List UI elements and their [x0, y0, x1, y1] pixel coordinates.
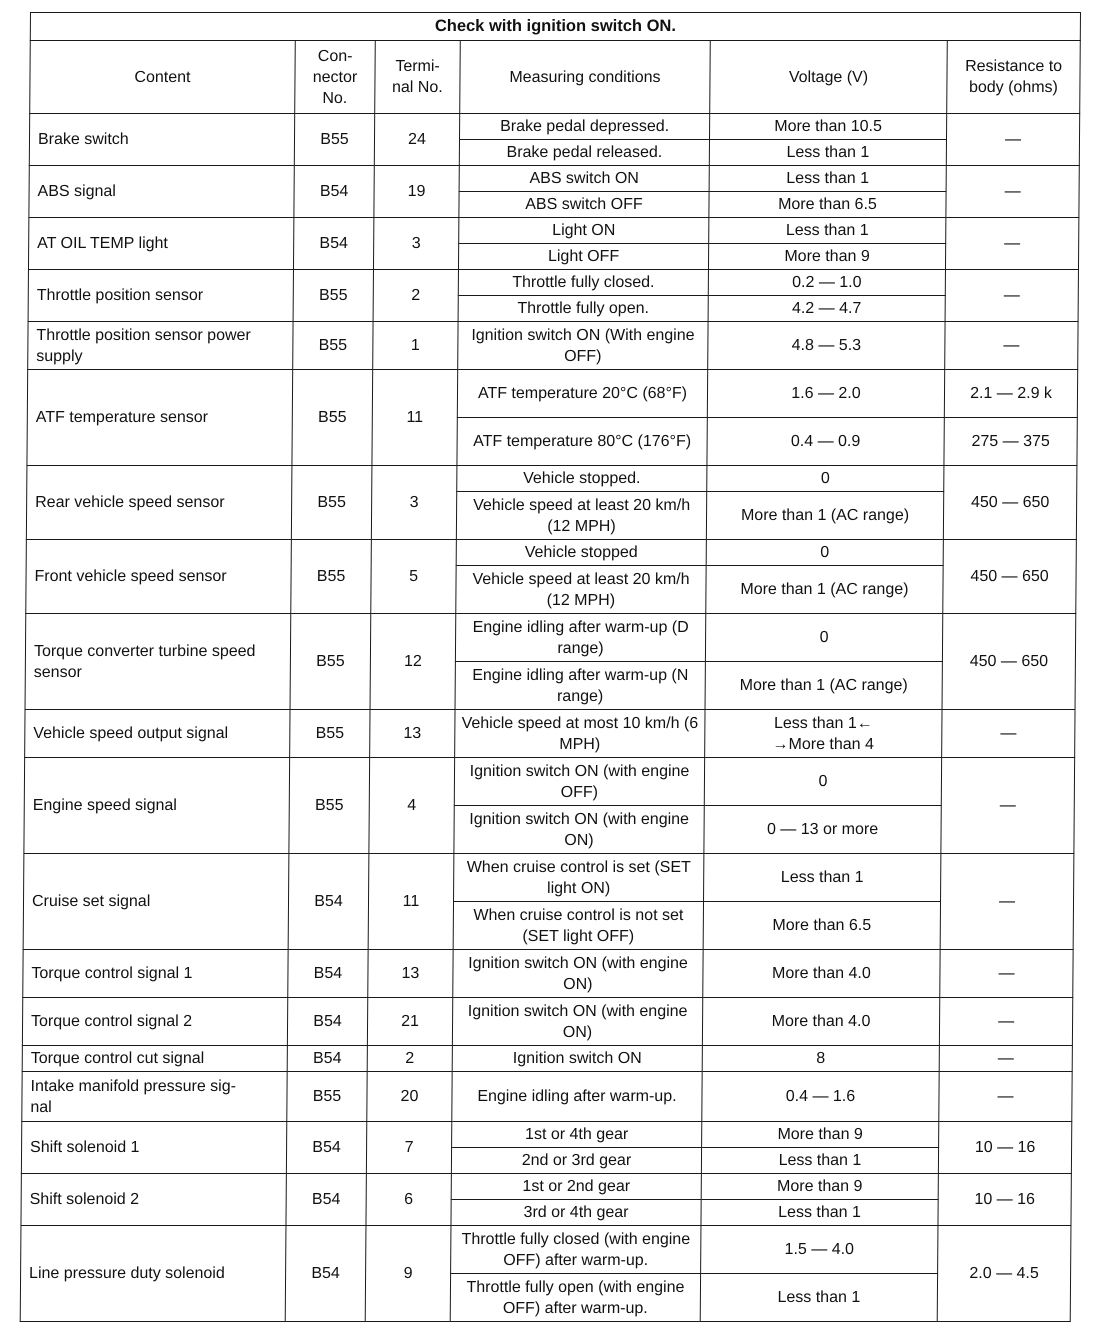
- connector-cell: B55: [293, 270, 373, 322]
- resistance-cell: 2.0 — 4.5: [937, 1226, 1071, 1322]
- resistance-cell: —: [939, 1046, 1072, 1072]
- voltage-cell: More than 9: [701, 1174, 938, 1200]
- terminal-cell: 13: [368, 950, 453, 998]
- table-row: [23, 950, 1073, 998]
- table-row: [27, 466, 1077, 492]
- table-row: [29, 114, 1079, 140]
- condition-cell: When cruise control is not set (SET light OFF): [453, 902, 703, 950]
- content-cell: Shift solenoid 2: [21, 1174, 286, 1226]
- voltage-cell: Less than 1← →More than 4: [705, 710, 942, 758]
- resistance-cell: 275 — 375: [944, 418, 1077, 466]
- content-cell: Torque converter turbine speed sensor: [25, 614, 291, 710]
- voltage-cell: Less than 1: [701, 1200, 938, 1226]
- table-row: [22, 1122, 1072, 1148]
- terminal-cell: 11: [372, 370, 458, 466]
- connector-cell: B55: [290, 710, 370, 758]
- table-row: [22, 998, 1072, 1046]
- connector-cell: B55: [291, 466, 372, 540]
- condition-cell: Vehicle stopped: [456, 540, 706, 566]
- resistance-cell: 10 — 16: [938, 1122, 1071, 1174]
- condition-cell: Throttle fully open.: [458, 296, 708, 322]
- connector-cell: B54: [293, 218, 373, 270]
- resistance-cell: —: [940, 854, 1074, 950]
- condition-cell: Vehicle stopped.: [457, 466, 707, 492]
- condition-cell: Light ON: [459, 218, 709, 244]
- resistance-cell: —: [945, 322, 1078, 370]
- resistance-cell: —: [939, 1072, 1072, 1122]
- table-row: [22, 1072, 1072, 1122]
- table-row: [21, 1226, 1071, 1274]
- condition-cell: Ignition switch ON: [452, 1046, 702, 1072]
- condition-cell: ABS switch ON: [459, 166, 709, 192]
- resistance-cell: —: [945, 270, 1078, 322]
- terminal-cell: 6: [366, 1174, 451, 1226]
- voltage-cell: 1.6 — 2.0: [707, 370, 944, 418]
- content-cell: Throttle position sensor power supply: [28, 322, 293, 370]
- content-cell: ABS signal: [29, 166, 294, 218]
- voltage-cell: Less than 1: [700, 1274, 937, 1322]
- connector-cell: B54: [285, 1226, 366, 1322]
- resistance-cell: 450 — 650: [943, 466, 1077, 540]
- terminal-cell: 12: [370, 614, 456, 710]
- terminal-cell: 9: [365, 1226, 451, 1322]
- terminal-cell: 5: [371, 540, 457, 614]
- connector-cell: B54: [286, 1122, 366, 1174]
- content-cell: Torque control signal 2: [22, 998, 287, 1046]
- header-conditions: Measuring conditions: [460, 41, 711, 114]
- voltage-cell: More than 10.5: [709, 114, 946, 140]
- content-cell: Line pressure duty solenoid: [20, 1226, 286, 1322]
- terminal-cell: 20: [367, 1072, 452, 1122]
- resistance-cell: —: [946, 166, 1079, 218]
- resistance-cell: 2.1 — 2.9 k: [944, 370, 1077, 418]
- condition-cell: Vehicle speed at least 20 km/h (12 MPH): [456, 566, 706, 614]
- table-row: [24, 758, 1074, 806]
- terminal-cell: 24: [374, 114, 459, 166]
- table-row: [29, 166, 1079, 192]
- voltage-cell: More than 9: [708, 244, 945, 270]
- header-terminal: Termi- nal No.: [375, 41, 461, 114]
- voltage-cell: Less than 1: [701, 1148, 938, 1174]
- connector-cell: B55: [290, 614, 371, 710]
- content-cell: Intake manifold pressure sig- nal: [22, 1072, 287, 1122]
- condition-cell: Vehicle speed at most 10 km/h (6 MPH): [455, 710, 705, 758]
- condition-cell: Throttle fully closed.: [458, 270, 708, 296]
- voltage-cell: 0: [706, 540, 943, 566]
- condition-cell: 2nd or 3rd gear: [451, 1148, 701, 1174]
- terminal-cell: 2: [373, 270, 458, 322]
- terminal-cell: 1: [373, 322, 458, 370]
- condition-cell: ATF temperature 80°C (176°F): [457, 418, 707, 466]
- inspection-sheet: [20, 12, 1080, 1320]
- terminal-cell: 11: [368, 854, 454, 950]
- voltage-cell: More than 4.0: [703, 950, 940, 998]
- terminal-cell: 4: [369, 758, 455, 854]
- connector-cell: B55: [287, 1072, 367, 1122]
- voltage-cell: 0.4 — 1.6: [702, 1072, 939, 1122]
- voltage-cell: More than 9: [702, 1122, 939, 1148]
- content-cell: ATF temperature sensor: [27, 370, 293, 466]
- content-cell: Torque control cut signal: [22, 1046, 287, 1072]
- condition-cell: Brake pedal released.: [459, 140, 709, 166]
- resistance-cell: —: [940, 950, 1073, 998]
- terminal-cell: 21: [367, 998, 452, 1046]
- table-row: [24, 854, 1074, 902]
- resistance-cell: —: [942, 710, 1075, 758]
- connector-cell: B55: [291, 540, 372, 614]
- content-cell: AT OIL TEMP light: [28, 218, 293, 270]
- terminal-cell: 7: [366, 1122, 451, 1174]
- table-row: [25, 614, 1075, 662]
- voltage-cell: More than 1 (AC range): [706, 492, 943, 540]
- content-cell: Throttle position sensor: [28, 270, 293, 322]
- table-row: [27, 370, 1077, 418]
- connector-cell: B55: [294, 114, 374, 166]
- ignition-check-table: [20, 12, 1081, 1322]
- condition-cell: Ignition switch ON (with engine ON): [453, 950, 703, 998]
- voltage-cell: 1.5 — 4.0: [701, 1226, 938, 1274]
- voltage-cell: Less than 1: [709, 218, 946, 244]
- table-row: [25, 710, 1075, 758]
- voltage-cell: Less than 1: [709, 166, 946, 192]
- terminal-cell: 19: [374, 166, 459, 218]
- table-body: [20, 114, 1080, 1322]
- condition-cell: Engine idling after warm-up (D range): [455, 614, 705, 662]
- voltage-cell: 0 — 13 or more: [704, 806, 941, 854]
- connector-cell: B54: [287, 998, 367, 1046]
- condition-cell: Throttle fully open (with engine OFF) after warm-up.: [450, 1274, 700, 1322]
- terminal-cell: 2: [367, 1046, 452, 1072]
- content-cell: Front vehicle speed sensor: [26, 540, 292, 614]
- connector-cell: B54: [294, 166, 374, 218]
- condition-cell: Ignition switch ON (with engine ON): [454, 806, 704, 854]
- voltage-cell: 0: [704, 758, 941, 806]
- condition-cell: 1st or 4th gear: [452, 1122, 702, 1148]
- content-cell: Vehicle speed output signal: [25, 710, 290, 758]
- resistance-cell: 10 — 16: [938, 1174, 1071, 1226]
- condition-cell: Light OFF: [458, 244, 708, 270]
- resistance-cell: —: [946, 114, 1079, 166]
- voltage-cell: More than 6.5: [709, 192, 946, 218]
- header-voltage: Voltage (V): [710, 41, 948, 114]
- condition-cell: Ignition switch ON (With engine OFF): [458, 322, 708, 370]
- resistance-cell: —: [941, 758, 1075, 854]
- condition-cell: Ignition switch ON (with engine ON): [452, 998, 702, 1046]
- condition-cell: Ignition switch ON (with engine OFF): [454, 758, 704, 806]
- table-row: [28, 322, 1078, 370]
- voltage-cell: Less than 1: [709, 140, 946, 166]
- connector-cell: B54: [287, 1046, 367, 1072]
- condition-cell: ATF temperature 20°C (68°F): [457, 370, 707, 418]
- condition-cell: 3rd or 4th gear: [451, 1200, 701, 1226]
- table-row: [29, 218, 1079, 244]
- connector-cell: B55: [293, 322, 373, 370]
- voltage-cell: More than 6.5: [703, 902, 940, 950]
- connector-cell: B54: [288, 950, 368, 998]
- condition-cell: Brake pedal depressed.: [459, 114, 709, 140]
- header-resistance: Resistance to body (ohms): [947, 41, 1081, 114]
- table-row: [26, 540, 1076, 566]
- voltage-cell: 0.2 — 1.0: [708, 270, 945, 296]
- condition-cell: 1st or 2nd gear: [451, 1174, 701, 1200]
- terminal-cell: 13: [370, 710, 455, 758]
- content-cell: Engine speed signal: [24, 758, 290, 854]
- header-content: Content: [30, 41, 296, 114]
- condition-cell: When cruise control is set (SET light ON): [454, 854, 704, 902]
- voltage-cell: 4.8 — 5.3: [708, 322, 945, 370]
- header-connector: Con- nector No.: [295, 41, 376, 114]
- table-row: [22, 1046, 1072, 1072]
- resistance-cell: 450 — 650: [942, 614, 1076, 710]
- voltage-cell: Less than 1: [704, 854, 941, 902]
- connector-cell: B54: [286, 1174, 366, 1226]
- content-cell: Rear vehicle speed sensor: [26, 466, 292, 540]
- voltage-cell: 0: [705, 614, 942, 662]
- resistance-cell: —: [945, 218, 1078, 270]
- table-row: [21, 1174, 1071, 1200]
- connector-cell: B54: [288, 854, 369, 950]
- voltage-cell: More than 1 (AC range): [706, 566, 943, 614]
- condition-cell: ABS switch OFF: [459, 192, 709, 218]
- voltage-cell: 4.2 — 4.7: [708, 296, 945, 322]
- connector-cell: B55: [289, 758, 370, 854]
- condition-cell: Vehicle speed at least 20 km/h (12 MPH): [456, 492, 706, 540]
- table-row: [28, 270, 1078, 296]
- resistance-cell: —: [939, 998, 1072, 1046]
- content-cell: Cruise set signal: [23, 854, 289, 950]
- voltage-cell: 0.4 — 0.9: [707, 418, 944, 466]
- condition-cell: Engine idling after warm-up.: [452, 1072, 702, 1122]
- condition-cell: Engine idling after warm-up (N range): [455, 662, 705, 710]
- table-title: Check with ignition switch ON.: [30, 13, 1080, 41]
- resistance-cell: 450 — 650: [943, 540, 1077, 614]
- terminal-cell: 3: [371, 466, 457, 540]
- terminal-cell: 3: [373, 218, 458, 270]
- content-cell: Brake switch: [29, 114, 294, 166]
- content-cell: Torque control signal 1: [23, 950, 288, 998]
- condition-cell: Throttle fully closed (with engine OFF) after warm-up.: [451, 1226, 701, 1274]
- voltage-cell: More than 1 (AC range): [705, 662, 942, 710]
- voltage-cell: 0: [707, 466, 944, 492]
- connector-cell: B55: [292, 370, 373, 466]
- content-cell: Shift solenoid 1: [21, 1122, 286, 1174]
- voltage-cell: 8: [702, 1046, 939, 1072]
- voltage-cell: More than 4.0: [702, 998, 939, 1046]
